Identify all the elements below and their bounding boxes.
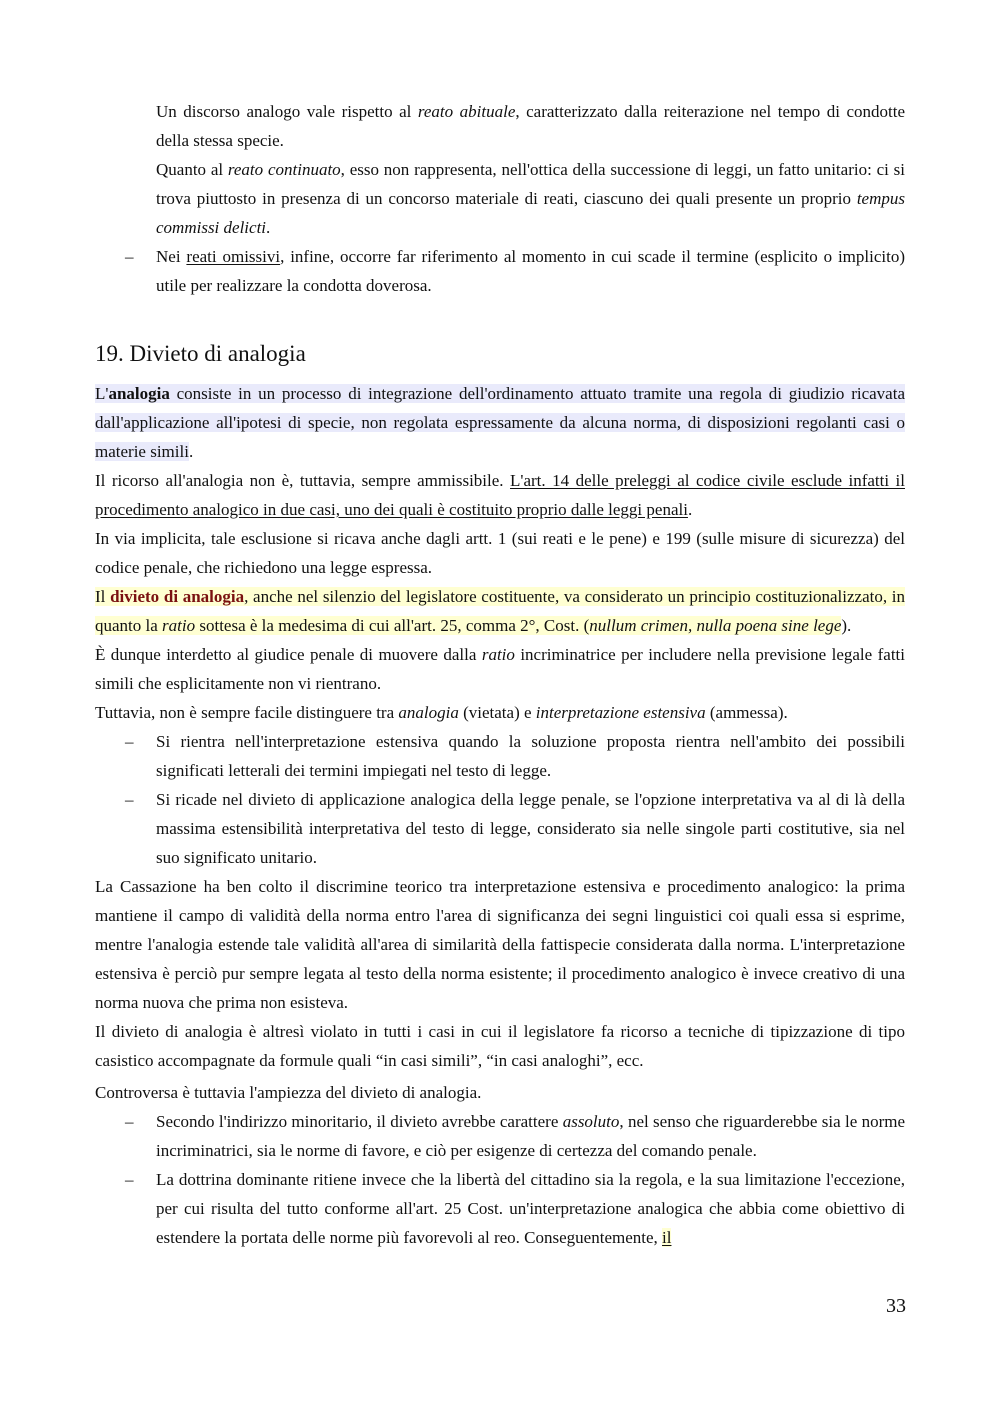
paragraph-reato-abituale: Un discorso analogo vale rispetto al reato abituale, caratterizzato dalla reiterazione nel tempo di condotte della stessa specie. bbox=[156, 102, 906, 150]
emphasis-term: divieto di analogia bbox=[110, 587, 245, 606]
paragraph-definizione-analogia: L'analogia consiste in un processo di integrazione dell'ordinamento attuato tramite una regola di giudizio ricavata dall'applicazione all'ipotesi di specie, non regolata espressamente da alcuna norma, di disposizioni regolanti casi o materie simili. bbox=[95, 384, 905, 461]
section-heading: 19. Divieto di analogia bbox=[95, 341, 306, 366]
highlight-blue: L'analogia consiste in un processo di integrazione dell'ordinamento attuato tramite una regola di giudizio ricavata dall'applicazione all'ipotesi di specie, non regolata espressamente da alcuna norma, di disposizioni regolanti casi o materie simili bbox=[95, 384, 905, 461]
paragraph-esclusione-implicita: In via implicita, tale esclusione si ricava anche dagli artt. 1 (sui reati e le pene) e 199 (sulle misure di sicurezza) del codice penale, che richiedono una legge espressa. bbox=[95, 529, 905, 577]
highlight-yellow: il bbox=[662, 1228, 672, 1247]
bold-term: analogia bbox=[108, 384, 170, 403]
paragraph-tipizzazione: Il divieto di analogia è altresì violato in tutti i casi in cui il legislatore fa ricorso a tecniche di tipizzazione di tipo casistico accompagnate da formule quali “in casi simili”, “in casi analoghi”, ecc. bbox=[95, 1022, 905, 1070]
paragraph-distinzione: Tuttavia, non è sempre facile distinguere tra analogia (vietata) e interpretazione estensiva (ammessa). bbox=[95, 703, 788, 722]
list-item-reati-omissivi: – Nei reati omissivi, infine, occorre far riferimento al momento in cui scade il termine (esplicito o implicito) utile per realizzare la condotta doverosa. bbox=[95, 242, 905, 300]
dash-bullet: – bbox=[125, 247, 134, 266]
underlined-term: reati omissivi bbox=[186, 247, 281, 266]
italic-term: reato continuato bbox=[227, 160, 341, 179]
list-item-dottrina-dominante: – La dottrina dominante ritiene invece che la libertà del cittadino sia la regola, e la sua limitazione l'eccezione, per cui risulta del tutto conforme all'art. 25 Cost. un'interpretazione analogica che abbia come obiettivo di estendere la portata delle norme più favorevoli al reo. Conseguentemente, il bbox=[95, 1165, 905, 1252]
list-item-indirizzo-minoritario: – Secondo l'indirizzo minoritario, il divieto avrebbe carattere assoluto, nel senso che riguarderebbe sia le norme incriminatrici, sia le norme di favore, e ciò per esigenze di certezza del comando penale. bbox=[95, 1107, 905, 1165]
dash-bullet: – bbox=[125, 790, 134, 809]
dash-bullet: – bbox=[125, 1170, 134, 1189]
dash-bullet: – bbox=[125, 1112, 134, 1131]
list-item-applicazione-analogica: – Si ricade nel divieto di applicazione analogica della legge penale, se l'opzione interpretativa va al di là della massima estensibilità interpretativa del testo di legge, considerato sia nelle singole parti costitutive, sia nel suo significato unitario. bbox=[95, 785, 905, 872]
page-number: 33 bbox=[886, 1295, 906, 1317]
paragraph-ampiezza: Controversa è tuttavia l'ampiezza del divieto di analogia. bbox=[95, 1083, 482, 1102]
paragraph-reato-continuato: Quanto al reato continuato, esso non rappresenta, nell'ottica della successione di leggi, un fatto unitario: ci si trova piuttosto in presenza di un concorso materiale di reati, ciascuno dei quali presente un proprio tempus commissi delicti. bbox=[156, 160, 905, 237]
paragraph-interdetto: È dunque interdetto al giudice penale di muovere dalla ratio incriminatrice per includere nella previsione legale fatti simili che esplicitamente non vi rientrano. bbox=[95, 645, 905, 693]
highlight-yellow: Il divieto di analogia, anche nel silenzio del legislatore costituente, va considerato un principio costituzionalizzato, in quanto la ratio sottesa è la medesima di cui all'art. 25, comma 2°, Cost. (nullum crimen, nulla poena sine lege bbox=[95, 587, 905, 635]
underlined-sentence: L'art. 14 delle preleggi al codice civile esclude infatti il procedimento analogico in due casi, uno dei quali è costituito proprio dalle leggi penali bbox=[95, 471, 905, 519]
list-item-interpretazione-estensiva: – Si rientra nell'interpretazione estensiva quando la soluzione proposta rientra nell'ambito dei possibili significati letterali dei termini impiegati nel testo di legge. bbox=[95, 727, 905, 785]
paragraph-cassazione: La Cassazione ha ben colto il discrimine teorico tra interpretazione estensiva e procedimento analogico: la prima mantiene il campo di validità della norma entro l'area di significanza dei segni linguistici coi quali essa si esprime, mentre l'analogia estende tale validità all'area di similarità della fattispecie considerata dalla norma. L'interpretazione estensiva è perciò pur sempre legata al testo della norma esistente; il procedimento analogico è invece creativo di una norma nuova che prima non esisteva. bbox=[95, 877, 905, 1012]
italic-term: tempus commissi delicti bbox=[156, 189, 905, 237]
document-page bbox=[95, 97, 905, 1252]
paragraph-ammissibilita: Il ricorso all'analogia non è, tuttavia, sempre ammissibile. L'art. 14 delle preleggi al codice civile esclude infatti il procedimento analogico in due casi, uno dei quali è costituito proprio dalle leggi penali. bbox=[95, 471, 905, 519]
paragraph-divieto-costituzionale: Il divieto di analogia, anche nel silenzio del legislatore costituente, va considerato un principio costituzionalizzato, in quanto la ratio sottesa è la medesima di cui all'art. 25, comma 2°, Cost. (nullum crimen, nulla poena sine lege). bbox=[95, 587, 905, 635]
italic-term: reato abituale bbox=[417, 102, 516, 121]
dash-bullet: – bbox=[125, 732, 134, 751]
